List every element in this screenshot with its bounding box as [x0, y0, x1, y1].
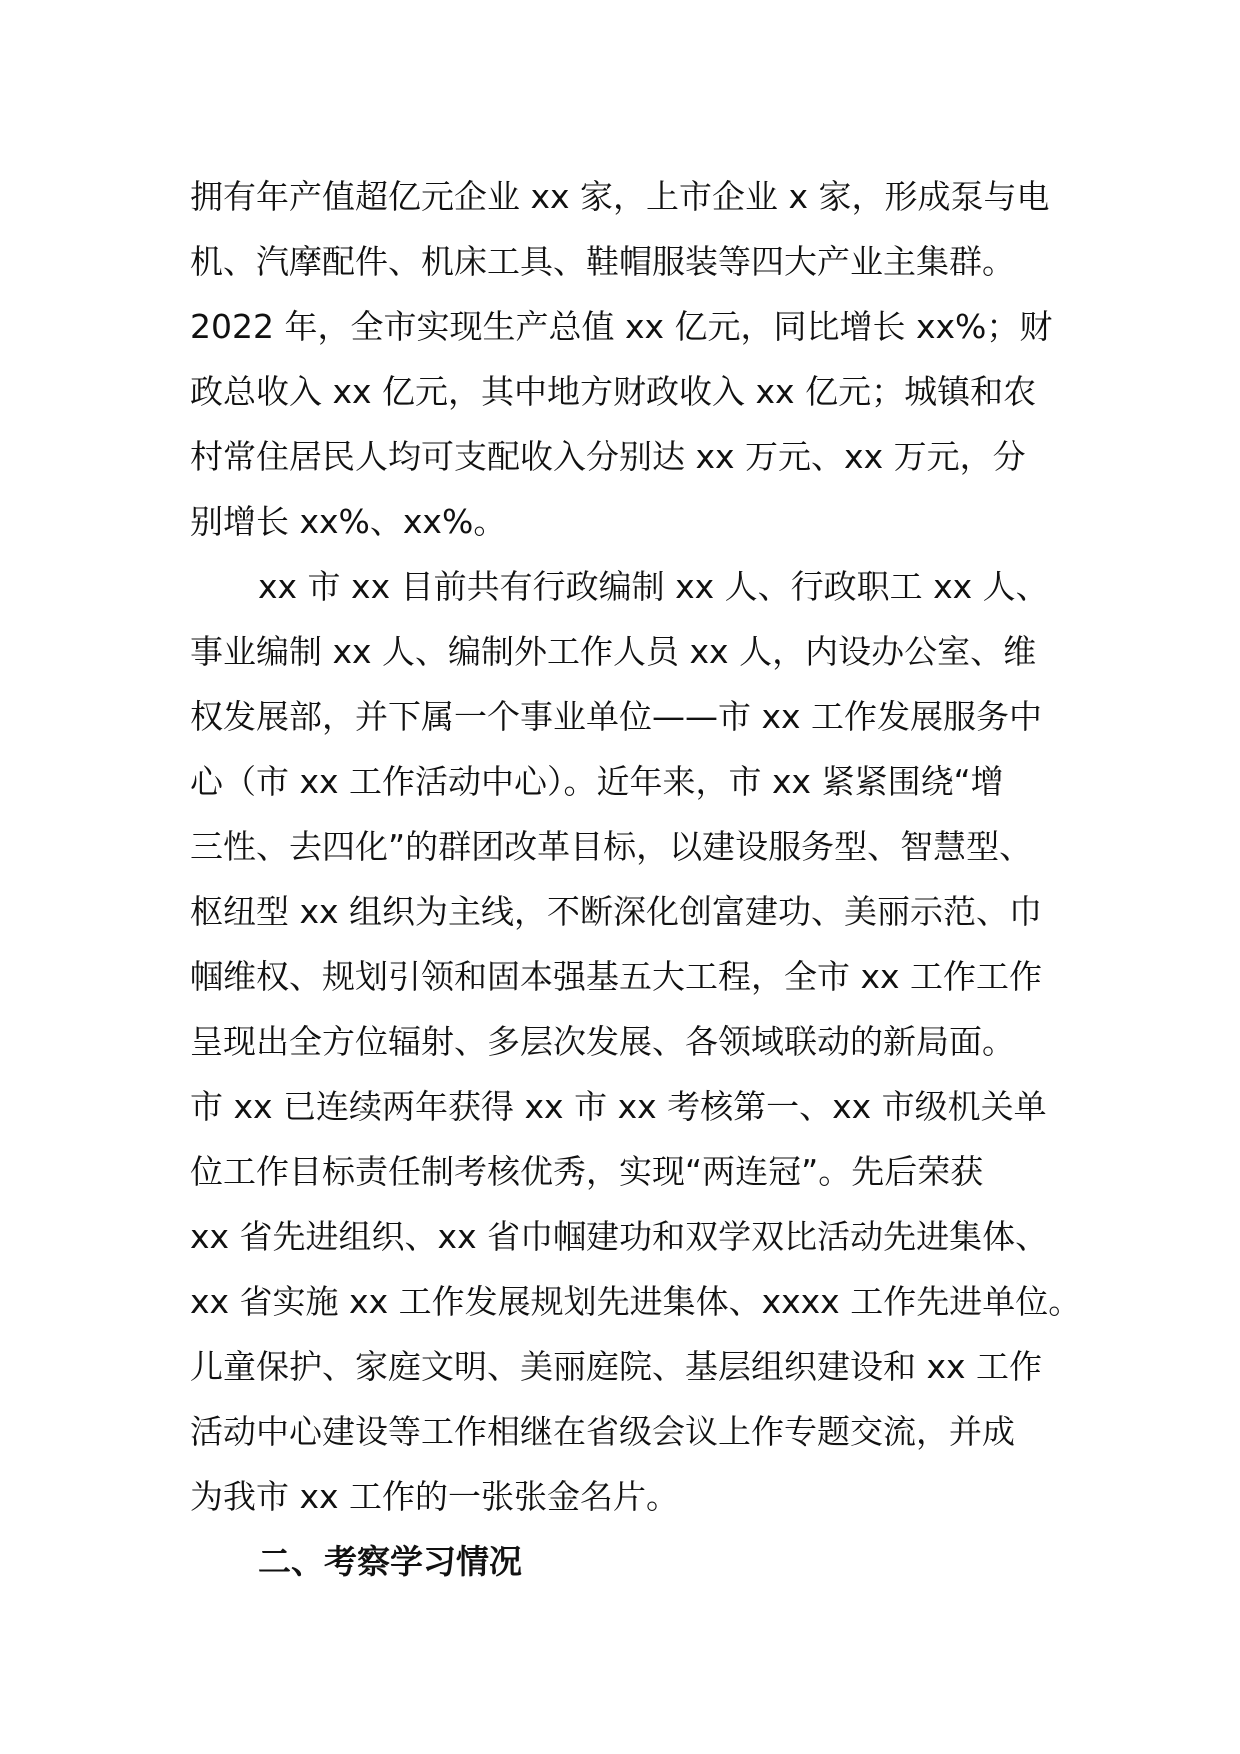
text-line: xx 省实施 xx 工作发展规划先进集体、xxxx 工作先进单位。	[190, 1282, 1082, 1321]
text-line: 市 xx 已连续两年获得 xx 市 xx 考核第一、xx 市级机关单	[190, 1087, 1047, 1126]
text-line: 枢纽型 xx 组织为主线，不断深化创富建功、美丽示范、巾	[190, 892, 1043, 931]
text-line: 2022 年，全市实现生产总值 xx 亿元，同比增长 xx%；财	[190, 307, 1053, 346]
text-line: 权发展部，并下属一个事业单位——市 xx 工作发展服务中	[190, 697, 1043, 736]
text-line: 别增长 xx%、xx%。	[190, 502, 507, 541]
text-line: 三性、去四化”的群团改革目标，以建设服务型、智慧型、	[190, 827, 1033, 866]
text-line: 为我市 xx 工作的一张张金名片。	[190, 1477, 680, 1516]
text-line: xx 市 xx 目前共有行政编制 xx 人、行政职工 xx 人、	[258, 567, 1049, 606]
paragraph-economy	[190, 164, 1060, 554]
text-line: xx 省先进组织、xx 省巾帼建功和双学双比活动先进集体、	[190, 1217, 1049, 1256]
text-line: 事业编制 xx 人、编制外工作人员 xx 人，内设办公室、维	[190, 632, 1037, 671]
body-text	[190, 164, 1082, 1594]
text-line: 机、汽摩配件、机床工具、鞋帽服装等四大产业主集群。	[190, 242, 1015, 281]
text-line: 心（市 xx 工作活动中心）。近年来，市 xx 紧紧围绕“增	[190, 762, 1004, 801]
text-line: 拥有年产值超亿元企业 xx 家，上市企业 x 家，形成泵与电	[190, 177, 1050, 216]
text-line: 活动中心建设等工作相继在省级会议上作专题交流，并成	[190, 1412, 1015, 1451]
text-line: 帼维权、规划引领和固本强基五大工程，全市 xx 工作工作	[190, 957, 1043, 996]
text-line: 呈现出全方位辐射、多层次发展、各领域联动的新局面。	[190, 1022, 1015, 1061]
text-line: 位工作目标责任制考核优秀，实现“两连冠”。先后荣获	[190, 1152, 984, 1191]
text-line: 政总收入 xx 亿元，其中地方财政收入 xx 亿元；城镇和农	[190, 372, 1037, 411]
text-line: 村常住居民人均可支配收入分别达 xx 万元、xx 万元，分	[190, 437, 1026, 476]
text-line: 儿童保护、家庭文明、美丽庭院、基层组织建设和 xx 工作	[190, 1347, 1043, 1386]
section-heading: 二、考察学习情况	[258, 1542, 522, 1581]
paragraph-organization	[190, 554, 1082, 1529]
